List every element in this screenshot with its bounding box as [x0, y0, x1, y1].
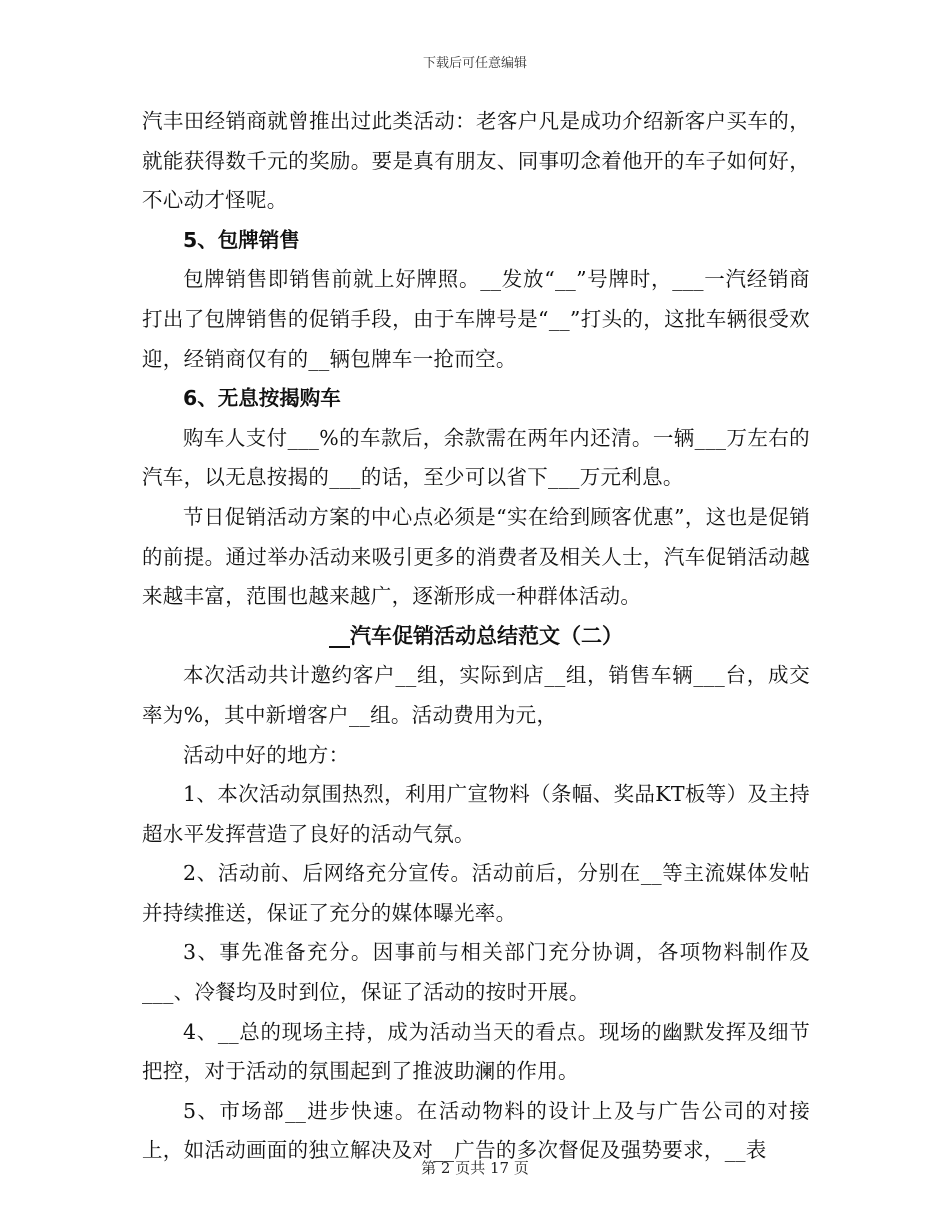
- paragraph-package-plate: 包牌销售即销售前就上好牌照。__发放“__”号牌时，___一汽经销商打出了包牌销售的促销手段，由于车牌号是“__”打头的，这批车辆很受欢迎，经销商仅有的__辆包牌车一抢而空。: [142, 267, 810, 371]
- paragraph-good-points-intro: 活动中好的地方：: [183, 742, 350, 767]
- list-item-online-promotion: 2、活动前、后网络充分宣传。活动前后，分别在__等主流媒体发帖并持续推送，保证了充分的媒体曝光率。: [142, 861, 810, 925]
- paragraph-holiday-promotion: 节日促销活动方案的中心点必须是“实在给到顾客优惠”，这也是促销的前提。通过举办活动来吸引更多的消费者及相关人士，汽车促销活动越来越丰富，范围也越来越广，逐渐形成一种群体活动。: [142, 504, 810, 609]
- section-heading-package-plate: 5、包牌销售: [183, 227, 300, 252]
- section-heading-interest-free: 6、无息按揭购车: [183, 386, 341, 411]
- paragraph-interest-free: 购车人支付___%的车款后，余款需在两年内还清。一辆___万左右的汽车，以无息按揭的___的话，至少可以省下___万元利息。: [142, 425, 810, 490]
- page-footer: 第 2 页共 17 页: [421, 1159, 529, 1177]
- paragraph-referral-promotion: 汽丰田经销商就曾推出过此类活动：老客户凡是成功介绍新客户买车的，就能获得数千元的奖励。要是真有朋友、同事叨念着他开的车子如何好，不心动才怪呢。: [142, 109, 810, 213]
- list-item-marketing-dept: 5、市场部__进步快速。在活动物料的设计上及与广告公司的对接上，如活动画面的独立解决及对__广告的多次督促及强势要求，__表: [142, 1098, 810, 1163]
- document-title: __汽车促销活动总结范文（二）: [329, 623, 623, 648]
- page-header: 下载后可任意编辑: [422, 56, 527, 71]
- document-body: [142, 102, 810, 1171]
- list-item-host: 4、__总的现场主持，成为活动当天的看点。现场的幽默发挥及细节把控，对于活动的氛围起到了推波助澜的作用。: [142, 1019, 810, 1084]
- paragraph-activity-stats: 本次活动共计邀约客户__组，实际到店__组，销售车辆___台，成交率为%，其中新增客户__组。活动费用为元，: [142, 663, 810, 727]
- list-item-atmosphere: 1、本次活动氛围热烈，利用广宣物料（条幅、奖品KT板等）及主持超水平发挥营造了良好的活动气氛。: [142, 782, 810, 846]
- list-item-preparation: 3、事先准备充分。因事前与相关部门充分协调，各项物料制作及___、冷餐均及时到位，保证了活动的按时开展。: [142, 940, 810, 1005]
